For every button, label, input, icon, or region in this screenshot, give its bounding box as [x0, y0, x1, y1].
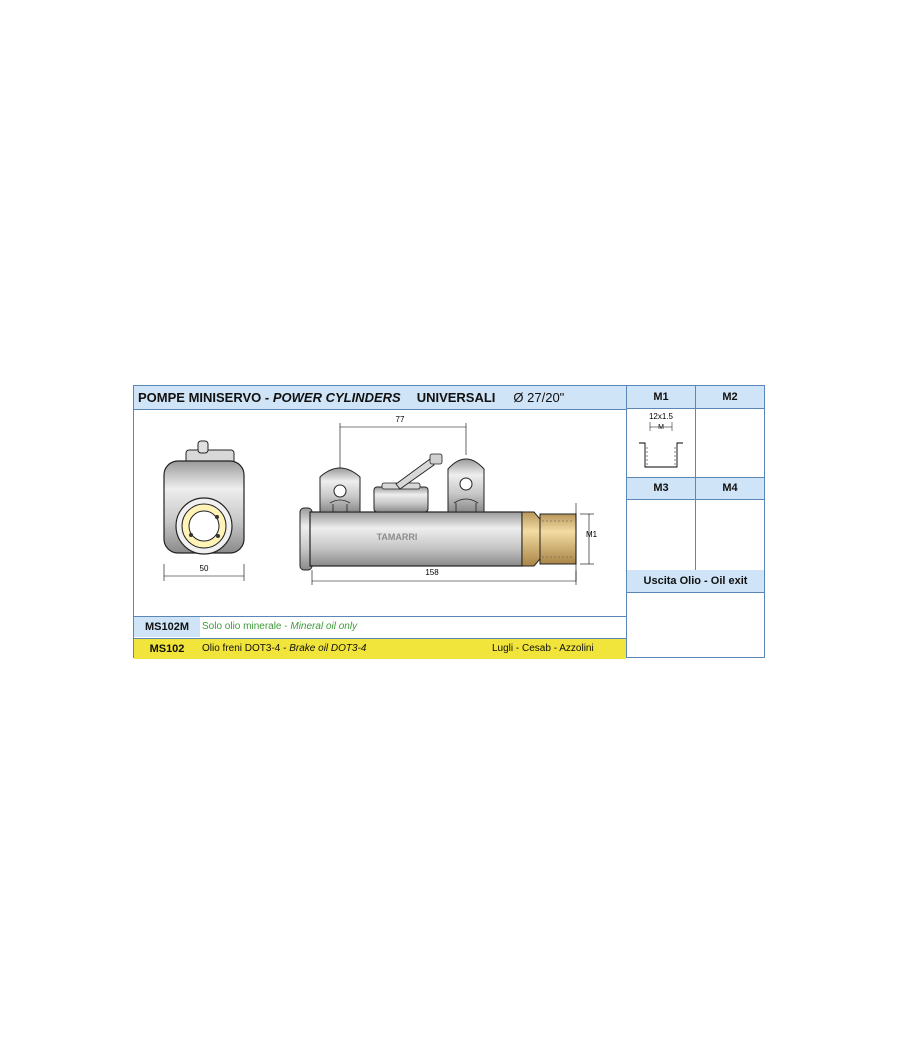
oil-exit-label: Uscita Olio - Oil exit [627, 570, 764, 592]
sheet-title [134, 386, 626, 410]
brand-stamp: TAMARRI [376, 532, 418, 542]
width-dim-label: 50 [199, 564, 209, 573]
product-sheet [133, 385, 765, 658]
description-en: Brake oil DOT3-4 [289, 643, 367, 654]
description-en: Mineral oil only [290, 621, 358, 632]
m4-header: M4 [696, 477, 764, 499]
m3-header: M3 [627, 477, 695, 499]
spacing-dim-label: 77 [395, 415, 405, 424]
model-row-ms102m [134, 617, 626, 637]
thread-size-label: 12x1.5 [648, 412, 674, 421]
m1-thread-diagram [627, 409, 695, 477]
side-view [300, 415, 598, 585]
model-fitment: Lugli - Cesab - Azzolini [492, 643, 594, 654]
m1-header: M1 [627, 386, 695, 408]
divider [627, 477, 764, 478]
thread-letter: M [658, 424, 664, 431]
model-description [202, 639, 367, 659]
cylinder-drawing [134, 411, 626, 617]
description-it: Olio freni DOT3-4 - [202, 643, 290, 654]
title-main: POMPE MINISERVO - [138, 390, 273, 405]
model-row-ms102 [134, 638, 626, 659]
model-code: MS102 [149, 643, 185, 655]
description-it: Solo olio minerale - [202, 621, 291, 632]
diameter-label: Ø 27/20" [513, 390, 565, 405]
divider [627, 499, 764, 500]
title-english: POWER CYLINDERS [272, 390, 401, 405]
model-code: MS102M [134, 617, 200, 637]
divider [627, 592, 764, 593]
length-dim-label: 158 [425, 568, 439, 577]
port-dim-label: M1 [586, 530, 598, 539]
thread-profile [639, 443, 683, 467]
title-universal: UNIVERSALI [416, 390, 496, 405]
model-description [202, 617, 357, 637]
m2-header: M2 [696, 386, 764, 408]
end-view [164, 441, 244, 581]
